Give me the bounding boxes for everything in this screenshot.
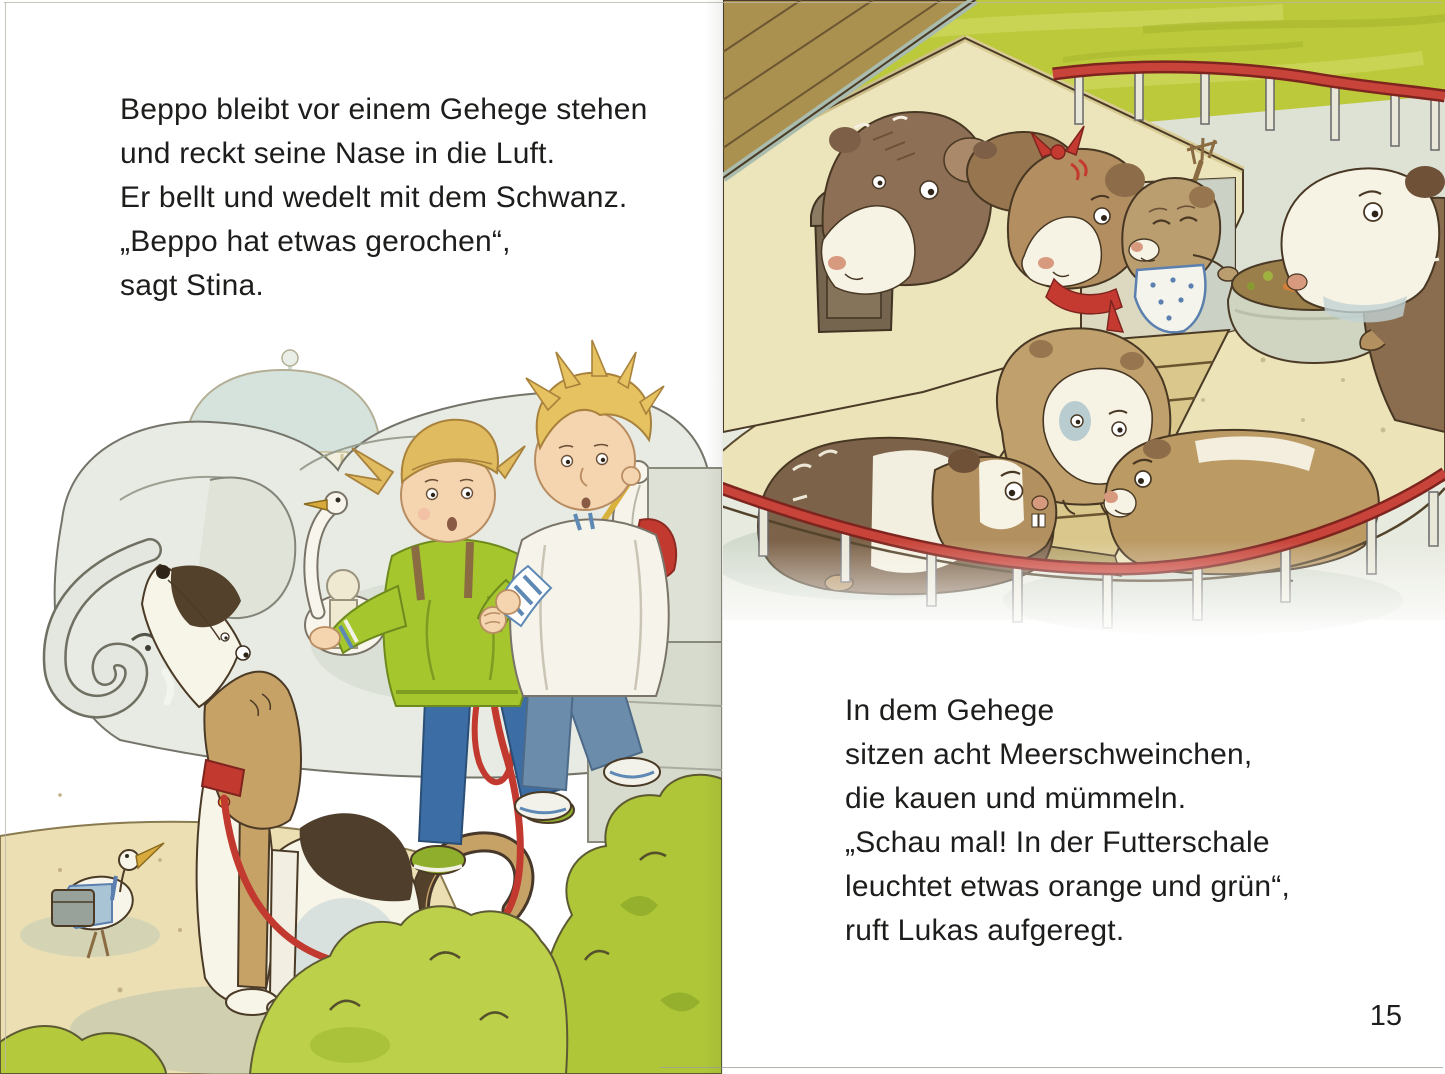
page-edge-bottom <box>660 1067 1443 1068</box>
page-edge-top <box>4 2 1442 3</box>
text-line: sitzen acht Meerschweinchen, <box>845 738 1253 771</box>
text-line: die kauen und mümmeln. <box>845 782 1187 815</box>
text-line: ruft Lukas aufgeregt. <box>845 914 1125 947</box>
text-line: und reckt seine Nase in die Luft. <box>120 137 556 170</box>
page-gutter <box>704 0 723 1074</box>
text-line: „Beppo hat etwas gerochen“, <box>120 225 511 258</box>
bottom-fade <box>723 540 1445 640</box>
text-line: In dem Gehege <box>845 694 1055 727</box>
right-page-illustration <box>723 0 1445 640</box>
right-page-paragraph <box>845 689 1290 953</box>
text-line: sagt Stina. <box>120 269 264 302</box>
page-number: 15 <box>1369 1000 1402 1032</box>
text-line: Beppo bleibt vor einem Gehege stehen <box>120 93 648 126</box>
left-page-paragraph <box>120 88 648 308</box>
text-line: „Schau mal! In der Futterschale <box>845 826 1270 859</box>
text-line: leuchtet etwas orange und grün“, <box>845 870 1291 903</box>
page-edge-left <box>5 2 6 1070</box>
text-line: Er bellt und wedelt mit dem Schwanz. <box>120 181 628 214</box>
